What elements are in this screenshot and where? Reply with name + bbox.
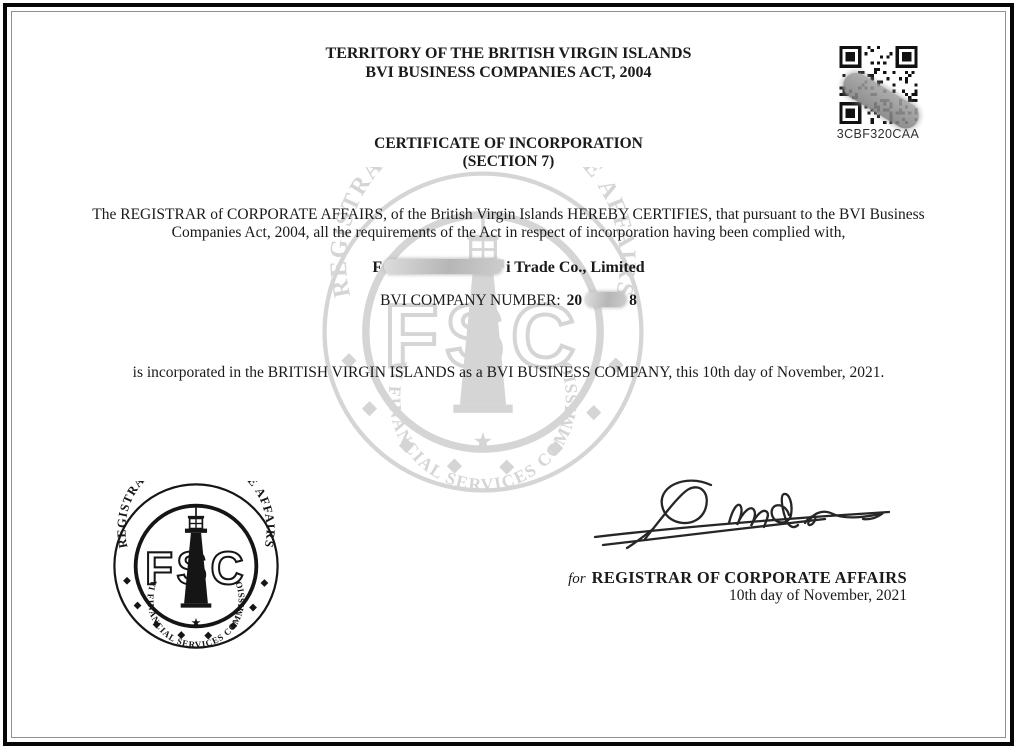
signed-for-word: for <box>568 571 586 587</box>
company-name-prefix: F <box>372 259 383 276</box>
company-name-redaction <box>384 259 502 274</box>
signed-for-line <box>568 569 907 588</box>
qr-block <box>833 46 923 141</box>
company-number-prefix: 20 <box>566 292 583 309</box>
incorporation-statement: is incorporated in the BRITISH VIRGIN ISLANDS as a BVI BUSINESS COMPANY, this 10th day of November, 2021. <box>132 364 885 381</box>
signature-icon <box>593 477 893 555</box>
body-paragraph-line1: The REGISTRAR of CORPORATE AFFAIRS, of the British Virgin Islands HEREBY CERTIFIES, that pursuant to the BVI Business <box>92 206 925 223</box>
company-name-line <box>10 258 1007 278</box>
company-number-line <box>10 291 1007 311</box>
signature-date: 10th day of November, 2021 <box>728 587 907 604</box>
company-number-suffix: 8 <box>629 292 637 309</box>
company-number-label: BVI COMPANY NUMBER: <box>380 292 561 309</box>
registrar-title: REGISTRAR OF CORPORATE AFFAIRS <box>591 568 907 587</box>
certificate-title: CERTIFICATE OF INCORPORATION <box>374 135 643 152</box>
company-number-redaction <box>586 292 626 307</box>
act-heading: BVI BUSINESS COMPANIES ACT, 2004 <box>365 64 652 81</box>
company-name-suffix: i Trade Co., Limited <box>506 259 645 276</box>
registrar-seal-icon <box>111 481 281 651</box>
certificate-section: (SECTION 7) <box>462 153 555 170</box>
qr-code-label: 3CBF320CAA <box>836 127 920 141</box>
body-paragraph-line2: Companies Act, 2004, all the requirements of the Act in respect of incorporation having been complied with, <box>171 224 846 241</box>
territory-heading: TERRITORY OF THE BRITISH VIRGIN ISLANDS <box>325 45 692 62</box>
